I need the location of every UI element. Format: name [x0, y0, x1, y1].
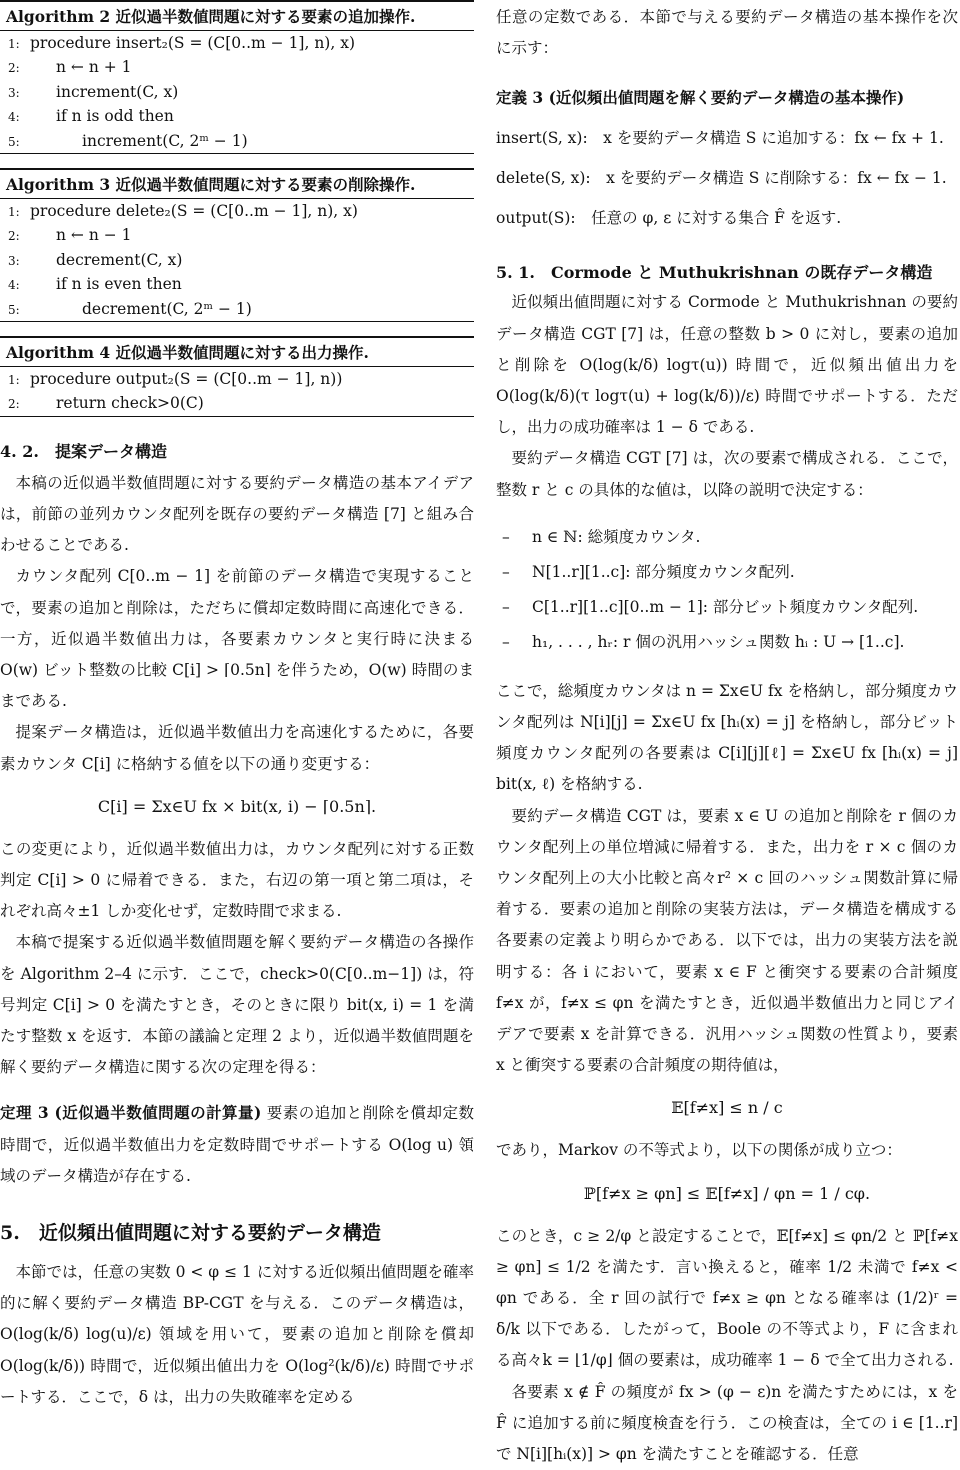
paragraph: 任意の定数である．本節で与える要約データ構造の基本操作を次に示す： [496, 8, 958, 58]
paragraph: このとき，c ≥ 2/φ と設定することで，𝔼[f≠x] ≤ φn/2 と ℙ[f≠x ≥ φn] ≤ 1/2 を満たす．言い換えると，確率 1/2 未満で f≠x < φn である．全 r 回の試行で f≠x ≥ φn となる確率は (1/2)ʳ = δ/k 以下である．したがって，Boole の不等式より，F に含まれる高々k = ⌊1/φ⌋ 個の要素は，成功確率 1 − δ で全て出力される. [496, 1226, 958, 1370]
line-text: increment(C, 2ᵐ − 1) [82, 131, 248, 150]
line-number: 2: [8, 61, 20, 76]
algorithm-line [0, 55, 474, 79]
line-number: 1: [8, 37, 20, 51]
definition-3-items [496, 118, 958, 238]
algorithm-line [0, 272, 474, 296]
component-list [496, 520, 958, 660]
list-item: – C[1..r][1..c][0..m − 1]: 部分ビット頻度カウンタ配列. [496, 590, 958, 625]
line-text: if n is even then [56, 275, 182, 294]
line-text: return check>0(C) [56, 394, 204, 413]
definition-item: delete(S, x): x を要約データ構造 S に削除する：fx ← fx − 1. [496, 169, 947, 188]
formula-expectation: 𝔼[f≠x] ≤ n / c [671, 1098, 783, 1118]
line-number: 3: [8, 253, 20, 268]
paragraph: 本稿の近似過半数値問題に対する要約データ構造の基本アイデアは，前節の並列カウンタ配列を既存の要約データ構造 [7] と組み合わせることである. [0, 473, 474, 555]
definition-3-title: 定義 3 (近似頻出値問題を解く要約データ構造の基本操作) [496, 88, 905, 108]
line-number: 1: [8, 204, 20, 219]
paragraph: であり，Markov の不等式より，以下の関係が成り立つ： [496, 1141, 902, 1160]
list-item: – n ∈ ℕ: 総頻度カウンタ. [496, 520, 958, 555]
paragraph: 要約データ構造 CGT は，要素 x ∈ U の追加と削除を r 個のカウンタ配列上の単位増減に帰着する．また，出力を r × c 個のカウンタ配列上の大小比較と高々r² × c 回のハッシュ関数計算に帰着する．要素の追加と削除の実装方法は，データ構造を構成する各要素の定義より明らかである．以下では，出力の実装方法を説明する：各 i において，要素 x ∈ F と衝突する要素の合計頻度 f≠x が，f≠x ≤ φn を満たすとき，近似過半数値出力と同じアイデアで要素 x を計算できる．汎用ハッシュ関数の性質より，要素 x と衝突する要素の合計頻度の期待値は， [496, 806, 958, 1075]
paragraph: 提案データ構造は，近似過半数値出力を高速化するために，各要素カウンタ C[i] に格納する値を以下の通り変更する： [0, 723, 474, 773]
line-text: procedure insert₂(S = (C[0..m − 1], n), x) [30, 34, 356, 52]
algorithm-box [0, 0, 474, 154]
algorithm-line [0, 367, 474, 391]
algorithm-line [0, 297, 474, 321]
line-text: n ← n + 1 [56, 58, 132, 77]
theorem-3-label: 定理 3 (近似過半数値問題の計算量) [0, 1103, 262, 1123]
algorithm-title: Algorithm 4 近似過半数値問題に対する出力操作. [0, 338, 474, 367]
algorithm-line [0, 391, 474, 415]
line-number: 5: [8, 302, 20, 317]
section-5-title: 5. 近似頻出値問題に対する要約データ構造 [0, 1221, 381, 1244]
line-text: decrement(C, 2ᵐ − 1) [82, 299, 252, 318]
algorithm-line [0, 248, 474, 272]
line-number: 5: [8, 134, 20, 149]
paragraph: 要約データ構造 CGT [7] は，次の要素で構成される．ここで，整数 r と c の具体的な値は，以降の説明で決定する： [496, 449, 958, 499]
line-number: 2: [8, 397, 20, 412]
paragraph: ここで，総頻度カウンタは n = Σx∈U fx を格納し，部分頻度カウンタ配列は N[i][j] = Σx∈U fx [hᵢ(x) = j] を格納し，部分ビット頻度カウンタ配列の各要素は C[i][j][ℓ] = Σx∈U fx [hᵢ(x) = j] bit(x, ℓ) を格納する. [496, 681, 958, 794]
algorithm-list [0, 0, 474, 417]
definition-item: insert(S, x): x を要約データ構造 S に追加する：fx ← fx + 1. [496, 129, 944, 148]
paragraph: カウンタ配列 C[0..m − 1] を前節のデータ構造で実現することで，要素の追加と削除は，ただちに償却定数時間に高速化できる．一方，近似過半数値出力は，各要素カウンタと実行時に決まる O(w) ビット整数の比較 C[i] > ⌈0.5n⌉ を伴うため，O(w) 時間のままである. [0, 567, 474, 711]
list-item: – h₁, . . . , hᵣ: r 個の汎用ハッシュ関数 hᵢ : U → [1..c]. [496, 625, 958, 660]
line-number: 4: [8, 110, 20, 125]
algorithm-line [0, 80, 474, 104]
paragraph: この変更により，近似過半数値出力は，カウンタ配列に対する正数判定 C[i] > 0 に帰着できる．また，右辺の第一項と第二項は，それぞれ高々±1 しか変化せず，定数時間で求まる. [0, 839, 474, 921]
definition-item: output(S): 任意の φ, ε に対する集合 F̂ を返す. [496, 209, 842, 228]
line-text: procedure output₂(S = (C[0..m − 1], n)) [30, 369, 343, 388]
algorithm-box [0, 168, 474, 322]
algorithm-line [0, 223, 474, 247]
algorithm-line [0, 104, 474, 128]
line-text: decrement(C, x) [56, 250, 183, 269]
paragraph: 近似頻出値問題に対する Cormode と Muthukrishnan の要約データ構造 CGT [7] は，任意の整数 b > 0 に対し，要素の追加と削除を O(log(k/δ) logτ(u)) 時間で，近似頻出値出力を O(log(k/δ)(τ logτ(u) + log(k/δ))/ε) 時間でサポートする．ただし，出力の成功確率は 1 − δ である. [496, 293, 958, 437]
algorithm-line [0, 129, 474, 153]
list-item: – N[1..r][1..c]: 部分頻度カウンタ配列. [496, 555, 958, 590]
line-number: 2: [8, 229, 20, 244]
right-column [496, 0, 958, 1470]
section-5-1-title: 5. 1. Cormode と Muthukrishnan の既存データ構造 [496, 263, 933, 283]
line-text: if n is odd then [56, 107, 174, 126]
line-number: 1: [8, 372, 20, 387]
line-text: increment(C, x) [56, 82, 179, 101]
formula-c-i: C[i] = Σx∈U fx × bit(x, i) − ⌈0.5n⌉. [97, 796, 377, 816]
algorithm-title: Algorithm 2 近似過半数値問題に対する要素の追加操作. [0, 2, 474, 31]
formula-markov: ℙ[f≠x ≥ φn] ≤ 𝔼[f≠x] / φn = 1 / cφ. [583, 1183, 871, 1203]
line-text: n ← n − 1 [56, 226, 132, 245]
algorithm-title: Algorithm 3 近似過半数値問題に対する要素の削除操作. [0, 170, 474, 199]
paragraph: 本稿で提案する近似過半数値問題を解く要約データ構造の各操作を Algorithm 2–4 に示す．ここで，check>0(C[0..m−1]) は，符号判定 C[i] > 0 を満たすとき，そのときに限り bit(x, i) = 1 を満たす整数 x を返す．本節の議論と定理 2 より，近似過半数値問題を解く要約データ構造に関する次の定理を得る： [0, 933, 474, 1077]
section-4-2-title: 4. 2. 提案データ構造 [0, 441, 167, 461]
paragraph: 各要素 x ∉ F̂ の頻度が fx > (φ − ε)n を満たすためには，x を F̂ に追加する前に頻度検査を行う．この検査は，全ての i ∈ [1..r] で N[i][hᵢ(x)] > φn を満たすことを確認する．任意 [496, 1382, 958, 1464]
line-number: 4: [8, 278, 20, 293]
algorithm-line [0, 199, 474, 223]
line-text: procedure delete₂(S = (C[0..m − 1], n), x) [30, 201, 358, 220]
algorithm-box [0, 336, 474, 417]
left-column [0, 0, 474, 1413]
theorem-3-text: 要素の追加と削除を償却定数時間で，近似過半数値出力を定数時間でサポートする O(log u) 領域のデータ構造が存在する. [0, 1104, 474, 1185]
line-number: 3: [8, 85, 20, 100]
algorithm-line [0, 31, 474, 55]
theorem-3 [0, 1097, 474, 1192]
paragraph: 本節では，任意の実数 0 < φ ≤ 1 に対する近似頻出値問題を確率的に解く要約データ構造 BP-CGT を与える．このデータ構造は，O(log(k/δ) log(u)/ε) 領域を用いて，要素の追加と削除を償却 O(log(k/δ)) 時間で，近似頻出値出力を O(log²(k/δ)/ε) 時間でサポートする．ここで，δ は，出力の失敗確率を定める [0, 1262, 474, 1406]
